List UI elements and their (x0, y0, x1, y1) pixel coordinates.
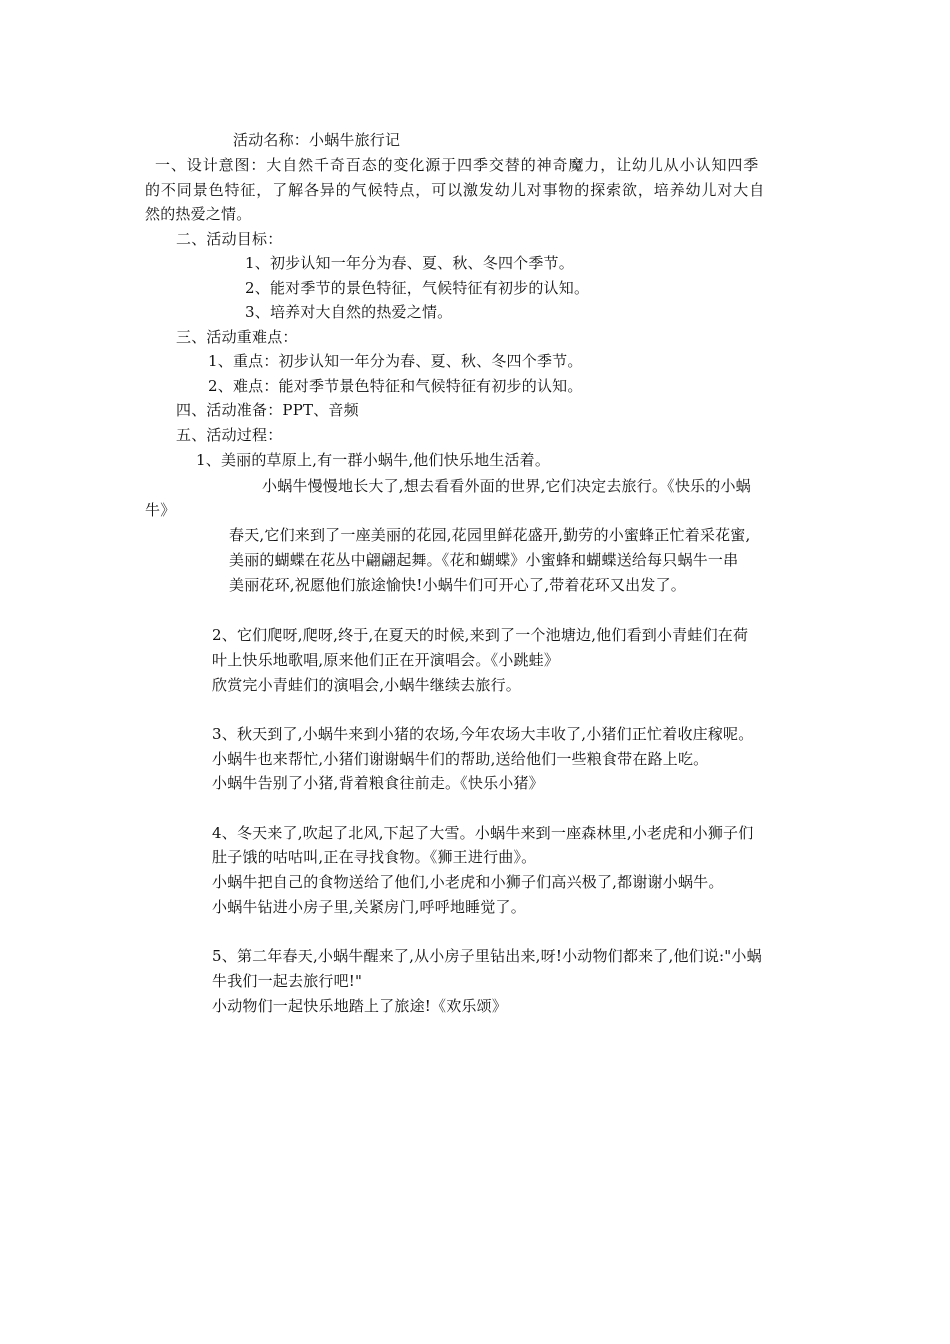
summer-paragraph-line: 叶上快乐地歌唱,原来他们正在开演唱会。《小跳蛙》 (212, 651, 560, 669)
spring-paragraph-line: 美丽的蝴蝶在花丛中翩翩起舞。《花和蝴蝶》小蜜蜂和蝴蝶送给每只蜗牛一串 (229, 551, 739, 569)
winter-paragraph-line: 4、冬天来了,吹起了北风,下起了大雪。小蜗牛来到一座森林里,小老虎和小狮子们 (212, 824, 754, 842)
process-heading: 五、活动过程： (176, 426, 283, 444)
process-paragraph-line: 1、美丽的草原上,有一群小蜗牛,他们快乐地生活着。 (196, 451, 551, 469)
goal-item: 1、初步认知一年分为春、夏、秋、冬四个季节。 (245, 254, 574, 272)
key-point-item: 2、难点：能对季节景色特征和气候特征有初步的认知。 (208, 377, 583, 395)
spring-paragraph-line: 春天,它们来到了一座美丽的花园,花园里鲜花盛开,勤劳的小蜜蜂正忙着采花蜜, (229, 526, 751, 544)
document-title: 活动名称：小蜗牛旅行记 (233, 131, 401, 149)
next-spring-paragraph-line: 小动物们一起快乐地踏上了旅途!《欢乐颂》 (212, 997, 508, 1015)
winter-paragraph-line: 小蜗牛把自己的食物送给了他们,小老虎和小狮子们高兴极了,都谢谢小蜗牛。 (212, 873, 724, 891)
process-paragraph-line: 牛》 (145, 501, 176, 519)
autumn-paragraph-line: 3、秋天到了,小蜗牛来到小猪的农场,今年农场大丰收了,小猪们正忙着收庄稼呢。 (212, 725, 754, 743)
preparation-line: 四、活动准备：PPT、音频 (176, 401, 359, 419)
process-paragraph-line: 小蜗牛慢慢地长大了,想去看看外面的世界,它们决定去旅行。《快乐的小蜗 (262, 477, 751, 495)
goal-item: 2、能对季节的景色特征，气候特征有初步的认知。 (245, 279, 590, 297)
winter-paragraph-line: 肚子饿的咕咕叫,正在寻找食物。《狮王进行曲》。 (212, 848, 537, 866)
autumn-paragraph-line: 小蜗牛也来帮忙,小猪们谢谢蜗牛们的帮助,送给他们一些粮食带在路上吃。 (212, 750, 709, 768)
design-intent-line: 一、设计意图：大自然千奇百态的变化源于四季交替的神奇魔力，让幼儿从小认知四季 (155, 156, 760, 174)
design-intent-line: 然的热爱之情。 (145, 205, 252, 223)
key-point-item: 1、重点：初步认知一年分为春、夏、秋、冬四个季节。 (208, 352, 583, 370)
winter-paragraph-line: 小蜗牛钻进小房子里,关紧房门,呼呼地睡觉了。 (212, 898, 526, 916)
next-spring-paragraph-line: 牛我们一起去旅行吧!" (212, 972, 363, 990)
summer-paragraph-line: 2、它们爬呀,爬呀,终于,在夏天的时候,来到了一个池塘边,他们看到小青蛙们在荷 (212, 626, 749, 644)
design-intent-line: 的不同景色特征，了解各异的气候特点，可以激发幼儿对事物的探索欲，培养幼儿对大自 (145, 181, 766, 199)
key-points-heading: 三、活动重难点： (176, 328, 298, 346)
goals-heading: 二、活动目标： (176, 230, 283, 248)
spring-paragraph-line: 美丽花环,祝愿他们旅途愉快!小蜗牛们可开心了,带着花环又出发了。 (229, 576, 686, 594)
autumn-paragraph-line: 小蜗牛告别了小猪,背着粮食往前走。《快乐小猪》 (212, 774, 544, 792)
summer-paragraph-line: 欣赏完小青蛙们的演唱会,小蜗牛继续去旅行。 (212, 676, 521, 694)
next-spring-paragraph-line: 5、第二年春天,小蜗牛醒来了,从小房子里钻出来,呀!小动物们都来了,他们说:"小蜗 (212, 947, 762, 965)
goal-item: 3、培养对大自然的热爱之情。 (245, 303, 453, 321)
